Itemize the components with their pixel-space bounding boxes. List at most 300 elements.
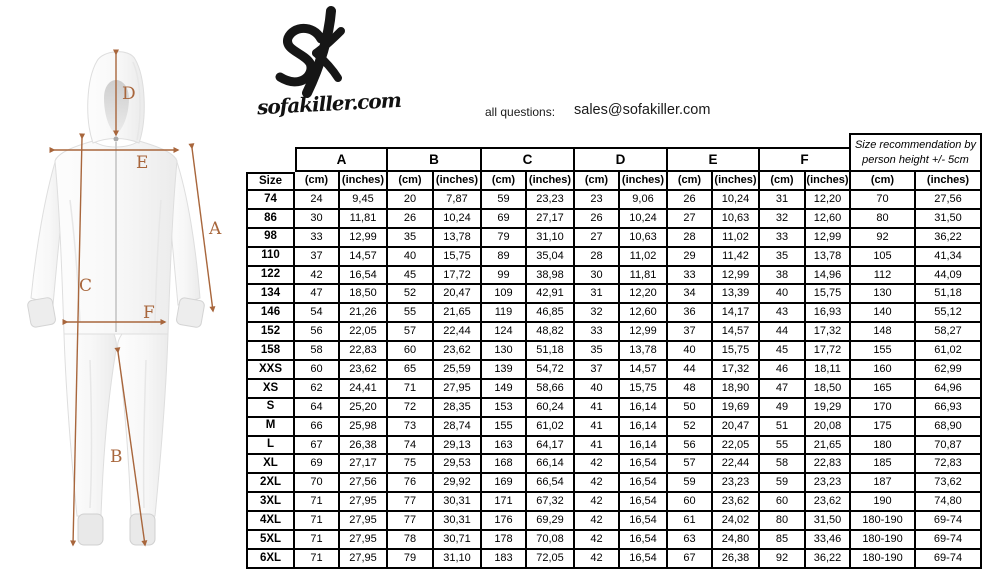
label-a: A [209,219,222,239]
size-label-cell: 86 [246,210,295,229]
value-cell: 29,13 [434,437,482,456]
value-cell: 163 [482,437,527,456]
value-cell: 109 [482,285,527,304]
contact-email: sales@sofakiller.com [574,102,711,118]
label-c: C [79,276,93,296]
value-cell: 70,08 [527,531,575,550]
size-label-cell: XS [246,380,295,399]
size-label-cell: XL [246,455,295,474]
value-cell: 12,99 [620,323,668,342]
value-cell: 185 [851,455,916,474]
value-cell: 54 [295,304,340,323]
value-cell: 20,47 [434,285,482,304]
value-cell: 18,50 [340,285,388,304]
value-cell: 47 [295,285,340,304]
value-cell: 58 [295,342,340,361]
value-cell: 64 [295,399,340,418]
value-cell: 89 [482,248,527,267]
value-cell: 21,26 [340,304,388,323]
value-cell: 71 [388,380,434,399]
size-label-cell: M [246,418,295,437]
value-cell: 15,75 [434,248,482,267]
value-cell: 56 [295,323,340,342]
size-label-cell: 2XL [246,474,295,493]
value-cell: 37 [295,248,340,267]
group-header-f: F [760,147,851,172]
right-leg [118,334,168,516]
value-cell: 30,31 [434,493,482,512]
value-cell: 71 [295,512,340,531]
value-cell: 49 [760,399,806,418]
value-cell: 85 [760,531,806,550]
value-cell: 36,22 [916,229,982,248]
value-cell: 29 [668,248,713,267]
value-cell: 35,04 [527,248,575,267]
value-cell: 14,57 [713,323,760,342]
value-cell: 42 [295,267,340,286]
value-cell: 62,99 [916,361,982,380]
label-b: B [110,447,123,467]
value-cell: 22,44 [713,455,760,474]
value-cell: 44,09 [916,267,982,286]
size-label-cell: XXS [246,361,295,380]
value-cell: 66 [295,418,340,437]
label-d: D [122,84,136,104]
value-cell: 80 [760,512,806,531]
value-cell: 16,14 [620,399,668,418]
unit-header-inches: (inches) [916,172,982,191]
value-cell: 21,65 [806,437,851,456]
value-cell: 27 [668,210,713,229]
value-cell: 52 [668,418,713,437]
value-cell: 140 [851,304,916,323]
value-cell: 44 [760,323,806,342]
value-cell: 25,59 [434,361,482,380]
value-cell: 56 [668,437,713,456]
value-cell: 149 [482,380,527,399]
value-cell: 74 [388,437,434,456]
value-cell: 75 [388,455,434,474]
value-cell: 11,81 [620,267,668,286]
value-cell: 66,93 [916,399,982,418]
size-label-cell: 110 [246,248,295,267]
value-cell: 31,50 [916,210,982,229]
value-cell: 22,05 [340,323,388,342]
sk-monogram-icon [255,4,365,99]
value-cell: 180-190 [851,550,916,569]
value-cell: 46 [760,361,806,380]
size-label-cell: S [246,399,295,418]
value-cell: 17,72 [434,267,482,286]
value-cell: 59 [482,191,527,210]
group-header-d: D [575,147,668,172]
value-cell: 57 [388,323,434,342]
value-cell: 13,78 [620,342,668,361]
unit-header-cm: (cm) [482,172,527,191]
value-cell: 42 [575,455,620,474]
left-wrist-cuff [27,297,56,328]
value-cell: 41,34 [916,248,982,267]
value-cell: 23,62 [434,342,482,361]
height-recommendation-header: Size recommendation by person height +/- 5cm [851,133,982,172]
value-cell: 20 [388,191,434,210]
value-cell: 26,38 [340,437,388,456]
value-cell: 38 [760,267,806,286]
value-cell: 14,96 [806,267,851,286]
value-cell: 21,65 [434,304,482,323]
value-cell: 43 [760,304,806,323]
value-cell: 99 [482,267,527,286]
value-cell: 180 [851,437,916,456]
value-cell: 14,57 [340,248,388,267]
value-cell: 18,50 [806,380,851,399]
value-cell: 57 [668,455,713,474]
value-cell: 32 [575,304,620,323]
value-cell: 58,27 [916,323,982,342]
value-cell: 50 [668,399,713,418]
value-cell: 37 [668,323,713,342]
value-cell: 46,85 [527,304,575,323]
value-cell: 10,24 [434,210,482,229]
value-cell: 130 [851,285,916,304]
value-cell: 24,41 [340,380,388,399]
value-cell: 72,83 [916,455,982,474]
size-label-cell: 122 [246,267,295,286]
value-cell: 67,32 [527,493,575,512]
value-cell: 35 [575,342,620,361]
value-cell: 30 [295,210,340,229]
value-cell: 155 [482,418,527,437]
value-cell: 62 [295,380,340,399]
value-cell: 27,56 [916,191,982,210]
value-cell: 69-74 [916,550,982,569]
label-f: F [143,303,155,323]
value-cell: 59 [760,474,806,493]
value-cell: 9,06 [620,191,668,210]
size-label-cell: 3XL [246,493,295,512]
zipper-pull [114,137,119,142]
value-cell: 36,22 [806,550,851,569]
value-cell: 92 [851,229,916,248]
value-cell: 10,24 [713,191,760,210]
value-cell: 24,80 [713,531,760,550]
value-cell: 30,31 [434,512,482,531]
value-cell: 61,02 [527,418,575,437]
value-cell: 69 [295,455,340,474]
value-cell: 130 [482,342,527,361]
value-cell: 15,75 [806,285,851,304]
left-ankle-cuff [78,514,103,545]
value-cell: 27,95 [340,531,388,550]
value-cell: 13,78 [806,248,851,267]
value-cell: 27,95 [340,550,388,569]
value-cell: 178 [482,531,527,550]
value-cell: 10,63 [620,229,668,248]
value-cell: 16,14 [620,437,668,456]
group-header-a: A [295,147,388,172]
value-cell: 23,23 [713,474,760,493]
value-cell: 42 [575,512,620,531]
value-cell: 16,54 [620,550,668,569]
unit-header-inches: (inches) [713,172,760,191]
value-cell: 33 [295,229,340,248]
value-cell: 52 [388,285,434,304]
value-cell: 67 [295,437,340,456]
value-cell: 18,90 [713,380,760,399]
value-cell: 40 [668,342,713,361]
value-cell: 27,17 [527,210,575,229]
value-cell: 183 [482,550,527,569]
value-cell: 33,46 [806,531,851,550]
size-column-header: Size [246,172,295,191]
value-cell: 69,29 [527,512,575,531]
value-cell: 54,72 [527,361,575,380]
value-cell: 24 [295,191,340,210]
value-cell: 29,92 [434,474,482,493]
value-cell: 23,23 [806,474,851,493]
value-cell: 16,14 [620,418,668,437]
unit-header-inches: (inches) [340,172,388,191]
value-cell: 27,95 [340,512,388,531]
value-cell: 66,54 [527,474,575,493]
value-cell: 28 [668,229,713,248]
value-cell: 66,14 [527,455,575,474]
value-cell: 74,80 [916,493,982,512]
value-cell: 19,29 [806,399,851,418]
value-cell: 28,74 [434,418,482,437]
value-cell: 26 [575,210,620,229]
value-cell: 12,20 [620,285,668,304]
value-cell: 124 [482,323,527,342]
value-cell: 11,81 [340,210,388,229]
value-cell: 44 [668,361,713,380]
value-cell: 69-74 [916,531,982,550]
value-cell: 168 [482,455,527,474]
value-cell: 76 [388,474,434,493]
value-cell: 40 [575,380,620,399]
value-cell: 42 [575,474,620,493]
value-cell: 24,02 [713,512,760,531]
value-cell: 26,38 [713,550,760,569]
value-cell: 12,60 [620,304,668,323]
value-cell: 73 [388,418,434,437]
value-cell: 18,11 [806,361,851,380]
value-cell: 29,53 [434,455,482,474]
value-cell: 165 [851,380,916,399]
value-cell: 65 [388,361,434,380]
value-cell: 12,99 [340,229,388,248]
value-cell: 80 [851,210,916,229]
value-cell: 175 [851,418,916,437]
value-cell: 22,05 [713,437,760,456]
value-cell: 26 [668,191,713,210]
unit-header-cm: (cm) [295,172,340,191]
value-cell: 12,99 [806,229,851,248]
value-cell: 27,56 [340,474,388,493]
size-label-cell: 5XL [246,531,295,550]
value-cell: 70 [851,191,916,210]
value-cell: 30 [575,267,620,286]
value-cell: 69 [482,210,527,229]
value-cell: 25,20 [340,399,388,418]
unit-header-cm: (cm) [851,172,916,191]
value-cell: 13,39 [713,285,760,304]
value-cell: 67 [668,550,713,569]
value-cell: 72,05 [527,550,575,569]
unit-header-inches: (inches) [527,172,575,191]
value-cell: 77 [388,493,434,512]
value-cell: 55 [760,437,806,456]
value-cell: 160 [851,361,916,380]
value-cell: 16,54 [620,512,668,531]
value-cell: 32 [760,210,806,229]
value-cell: 19,69 [713,399,760,418]
value-cell: 51,18 [916,285,982,304]
value-cell: 25,98 [340,418,388,437]
size-label-cell: 134 [246,285,295,304]
value-cell: 73,62 [916,474,982,493]
value-cell: 33 [760,229,806,248]
value-cell: 12,99 [713,267,760,286]
value-cell: 42 [575,550,620,569]
group-header-e: E [668,147,760,172]
group-header-c: C [482,147,575,172]
value-cell: 55 [388,304,434,323]
value-cell: 33 [668,267,713,286]
value-cell: 190 [851,493,916,512]
value-cell: 10,63 [713,210,760,229]
value-cell: 20,47 [713,418,760,437]
size-label-cell: 146 [246,304,295,323]
unit-header-inches: (inches) [806,172,851,191]
unit-header-cm: (cm) [388,172,434,191]
value-cell: 180-190 [851,531,916,550]
value-cell: 40 [388,248,434,267]
unit-header-cm: (cm) [668,172,713,191]
value-cell: 176 [482,512,527,531]
value-cell: 27,95 [340,493,388,512]
size-label-cell: 6XL [246,550,295,569]
value-cell: 28,35 [434,399,482,418]
value-cell: 15,75 [713,342,760,361]
value-cell: 7,87 [434,191,482,210]
value-cell: 27,95 [434,380,482,399]
value-cell: 153 [482,399,527,418]
value-cell: 31 [575,285,620,304]
value-cell: 16,54 [620,474,668,493]
value-cell: 27 [575,229,620,248]
value-cell: 42,91 [527,285,575,304]
value-cell: 61,02 [916,342,982,361]
value-cell: 180-190 [851,512,916,531]
value-cell: 105 [851,248,916,267]
value-cell: 28 [575,248,620,267]
value-cell: 35 [388,229,434,248]
value-cell: 9,45 [340,191,388,210]
unit-header-inches: (inches) [620,172,668,191]
value-cell: 22,83 [806,455,851,474]
value-cell: 15,75 [620,380,668,399]
value-cell: 17,32 [713,361,760,380]
value-cell: 71 [295,493,340,512]
value-cell: 14,17 [713,304,760,323]
value-cell: 155 [851,342,916,361]
value-cell: 59 [668,474,713,493]
value-cell: 41 [575,418,620,437]
value-cell: 34 [668,285,713,304]
value-cell: 63 [668,531,713,550]
value-cell: 60 [295,361,340,380]
value-cell: 38,98 [527,267,575,286]
value-cell: 42 [575,531,620,550]
value-cell: 11,02 [620,248,668,267]
value-cell: 23,62 [806,493,851,512]
value-cell: 23,62 [713,493,760,512]
value-cell: 31 [760,191,806,210]
value-cell: 17,32 [806,323,851,342]
value-cell: 187 [851,474,916,493]
size-label-cell: 98 [246,229,295,248]
value-cell: 69-74 [916,512,982,531]
value-cell: 58 [760,455,806,474]
group-header-b: B [388,147,482,172]
logo-site-text: sofakiller.com [256,87,402,120]
value-cell: 71 [295,531,340,550]
value-cell: 22,83 [340,342,388,361]
value-cell: 13,78 [434,229,482,248]
value-cell: 112 [851,267,916,286]
label-e: E [136,153,149,173]
value-cell: 37 [575,361,620,380]
value-cell: 58,66 [527,380,575,399]
value-cell: 16,54 [620,455,668,474]
value-cell: 31,10 [527,229,575,248]
value-cell: 68,90 [916,418,982,437]
size-label-cell: 74 [246,191,295,210]
unit-header-inches: (inches) [434,172,482,191]
value-cell: 23,62 [340,361,388,380]
value-cell: 27,17 [340,455,388,474]
size-label-cell: 152 [246,323,295,342]
value-cell: 60,24 [527,399,575,418]
value-cell: 12,60 [806,210,851,229]
value-cell: 55,12 [916,304,982,323]
value-cell: 51,18 [527,342,575,361]
table-top-spacer [246,133,851,147]
value-cell: 48,82 [527,323,575,342]
value-cell: 41 [575,399,620,418]
contact-questions-label: all questions: [485,105,556,119]
value-cell: 45 [760,342,806,361]
value-cell: 23 [575,191,620,210]
size-table [246,133,982,569]
value-cell: 171 [482,493,527,512]
value-cell: 64,96 [916,380,982,399]
value-cell: 79 [388,550,434,569]
value-cell: 48 [668,380,713,399]
value-cell: 12,20 [806,191,851,210]
value-cell: 60 [760,493,806,512]
value-cell: 20,08 [806,418,851,437]
unit-header-cm: (cm) [760,172,806,191]
value-cell: 23,23 [527,191,575,210]
value-cell: 40 [760,285,806,304]
value-cell: 26 [388,210,434,229]
value-cell: 139 [482,361,527,380]
right-wrist-cuff [176,297,205,328]
value-cell: 72 [388,399,434,418]
value-cell: 36 [668,304,713,323]
